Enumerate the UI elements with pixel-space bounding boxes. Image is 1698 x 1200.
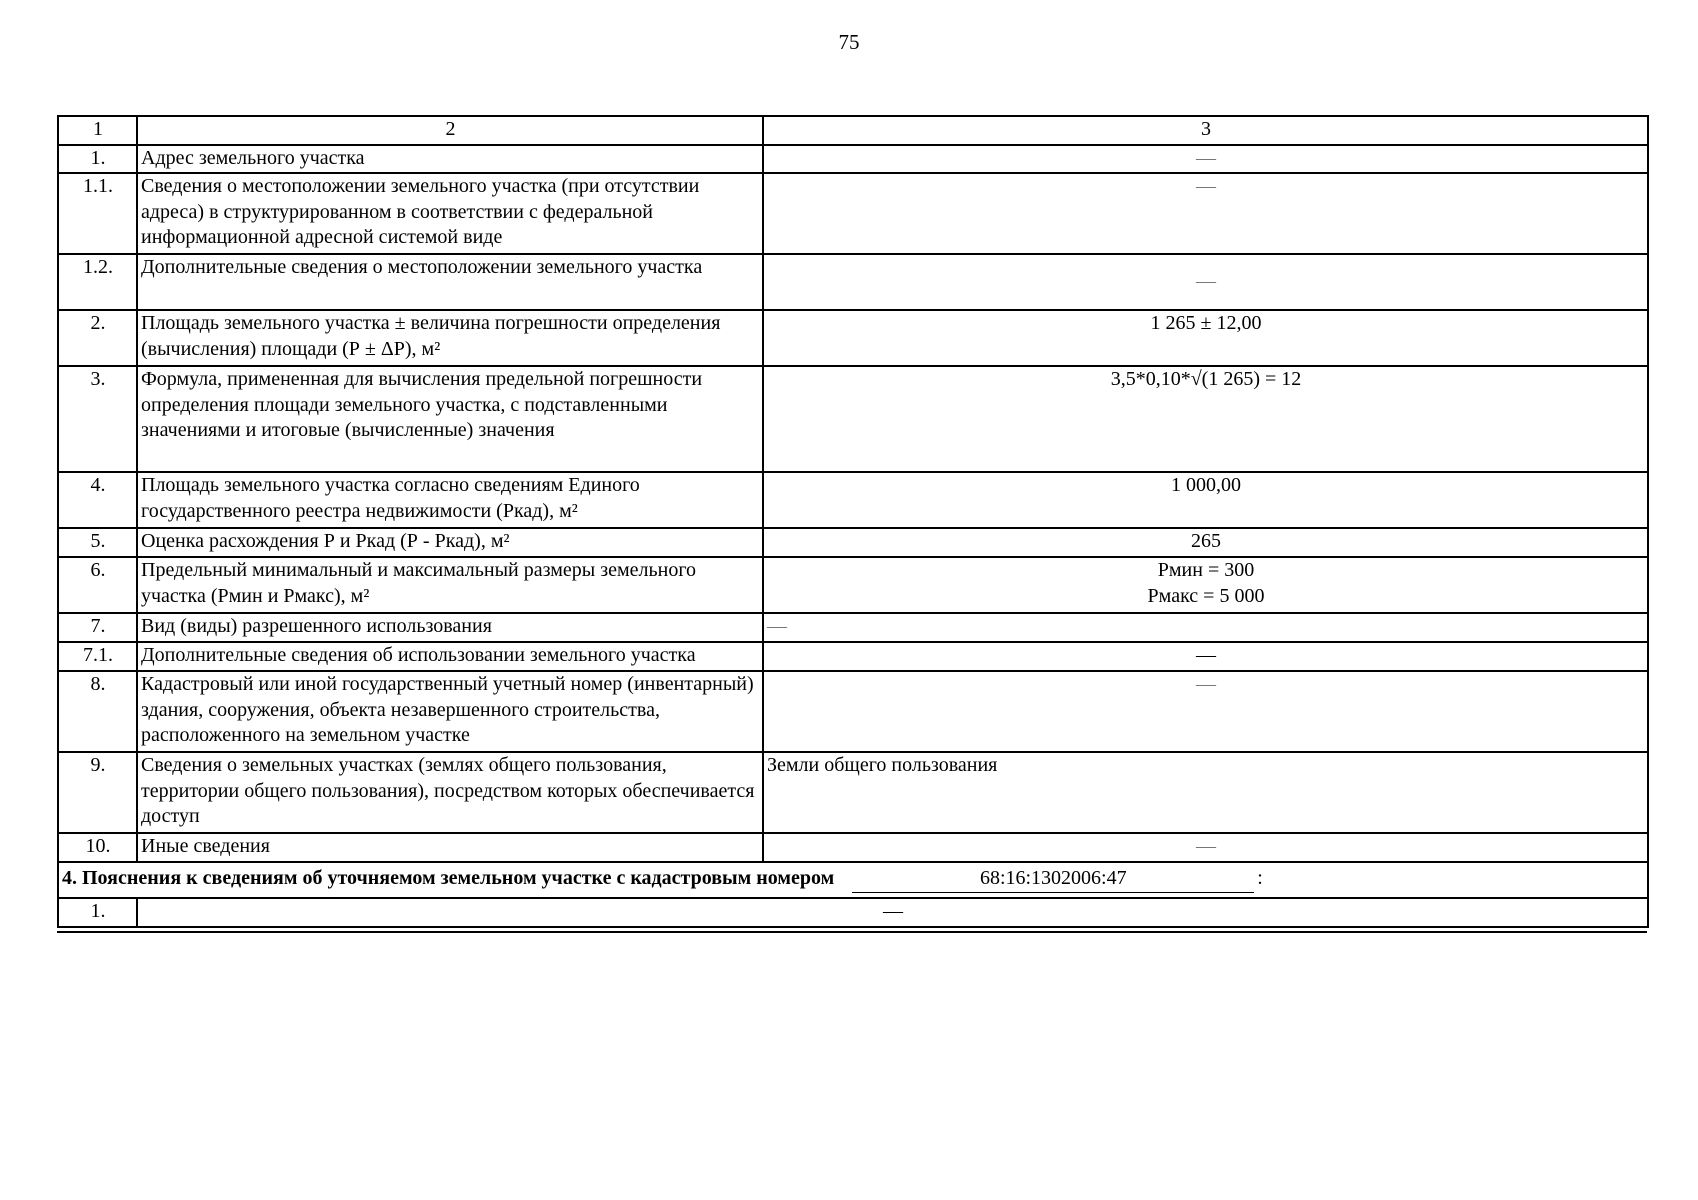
table-row <box>58 752 1648 833</box>
section-4-title: 4. Пояснения к сведениям об уточняемом земельном участке с кадастровым номером <box>62 867 835 889</box>
row-number: 3. <box>58 366 137 472</box>
row-value <box>763 557 1648 613</box>
table-header-row <box>58 116 1648 145</box>
row-value <box>763 173 1648 254</box>
row-label: Дополнительные сведения об использовании земельного участка <box>137 642 763 671</box>
header-col-1: 1 <box>58 116 137 145</box>
row-label: Оценка расхождения Р и Ркад (Р - Ркад), м² <box>137 528 763 557</box>
row-value <box>137 898 1648 927</box>
header-col-3: 3 <box>763 116 1648 145</box>
page-number: 75 <box>838 30 860 54</box>
row-number: 4. <box>58 472 137 528</box>
row-number: 1. <box>58 898 137 927</box>
table-row <box>58 642 1648 671</box>
table-row <box>58 310 1648 366</box>
table-row <box>58 833 1648 862</box>
table-row <box>58 671 1648 752</box>
empty-dash: — <box>1196 644 1216 666</box>
table-row <box>58 613 1648 642</box>
row-number: 1. <box>58 145 137 173</box>
empty-dash: — <box>1196 175 1216 197</box>
cadastral-number-field: 68:16:1302006:47 <box>852 866 1254 893</box>
row-label: Кадастровый или иной государственный учетный номер (инвентарный) здания, сооружения, объекта незавершенного строительства, расположенного на земельном участке <box>137 671 763 752</box>
table-row <box>58 366 1648 472</box>
row-value <box>763 254 1648 310</box>
row-value <box>763 145 1648 173</box>
row-value <box>763 833 1648 862</box>
row-number: 7. <box>58 613 137 642</box>
row-number: 5. <box>58 528 137 557</box>
table-bottom-rule <box>57 931 1647 933</box>
row-value: 1 265 ± 12,00 <box>763 310 1648 366</box>
row-value: 3,5*0,10*√(1 265) = 12 <box>763 366 1648 472</box>
table-row <box>58 145 1648 173</box>
row-number: 9. <box>58 752 137 833</box>
row-number: 8. <box>58 671 137 752</box>
row-value <box>763 642 1648 671</box>
empty-dash: — <box>1196 835 1216 857</box>
row-number: 10. <box>58 833 137 862</box>
row-value <box>763 671 1648 752</box>
table-row <box>58 472 1648 528</box>
empty-dash: — <box>1196 270 1216 292</box>
table-row <box>58 173 1648 254</box>
row-value: 265 <box>763 528 1648 557</box>
row-label: Дополнительные сведения о местоположении земельного участка <box>137 254 763 310</box>
max-size-value: Рмакс = 5 000 <box>1147 584 1265 607</box>
row-label: Предельный минимальный и максимальный размеры земельного участка (Рмин и Рмакс), м² <box>137 557 763 613</box>
land-plot-info-table <box>57 115 1649 928</box>
row-label: Формула, примененная для вычисления предельной погрешности определения площади земельного участка, с подставленными значениями и итоговые (вычисленные) значения <box>137 366 763 472</box>
row-label: Адрес земельного участка <box>137 145 763 173</box>
row-value: 1 000,00 <box>763 472 1648 528</box>
header-col-2: 2 <box>137 116 763 145</box>
row-number: 1.1. <box>58 173 137 254</box>
row-number: 6. <box>58 557 137 613</box>
min-size-value: Рмин = 300 <box>1157 559 1255 581</box>
section-4-colon: : <box>1257 867 1263 889</box>
section-4-header <box>58 862 1648 898</box>
row-number: 7.1. <box>58 642 137 671</box>
empty-dash: — <box>767 615 787 637</box>
empty-dash: — <box>1196 147 1216 169</box>
section-4-header-row <box>58 862 1648 898</box>
table-row <box>58 898 1648 927</box>
row-label: Сведения о местоположении земельного участка (при отсутствии адреса) в структурированном в соответствии с федеральной информационной адресной системой виде <box>137 173 763 254</box>
row-label: Площадь земельного участка согласно сведениям Единого государственного реестра недвижимости (Ркад), м² <box>137 472 763 528</box>
row-number: 1.2. <box>58 254 137 310</box>
row-label: Сведения о земельных участках (землях общего пользования, территории общего пользования), посредством которых обеспечивается доступ <box>137 752 763 833</box>
row-value: Земли общего пользования <box>763 752 1648 833</box>
row-label: Вид (виды) разрешенного использования <box>137 613 763 642</box>
row-label: Площадь земельного участка ± величина погрешности определения (вычисления) площади (Р ± ΔР), м² <box>137 310 763 366</box>
row-label: Иные сведения <box>137 833 763 862</box>
row-number: 2. <box>58 310 137 366</box>
table-row <box>58 557 1648 613</box>
empty-dash: — <box>1196 673 1216 695</box>
empty-dash: — <box>883 900 903 922</box>
table-row <box>58 528 1648 557</box>
table-row <box>58 254 1648 310</box>
row-value <box>763 613 1648 642</box>
